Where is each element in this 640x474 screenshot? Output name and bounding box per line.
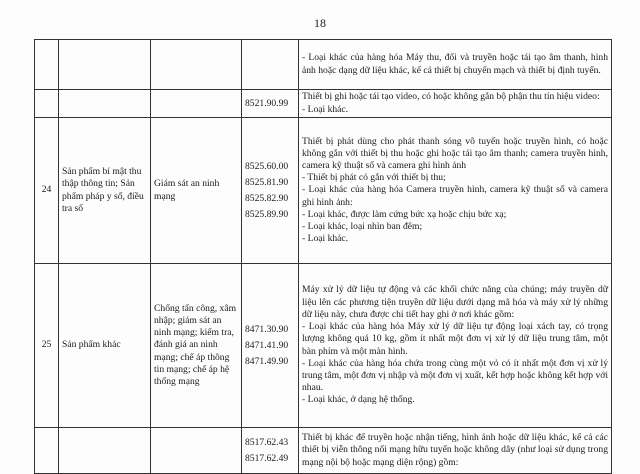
product-group-cell <box>59 90 151 118</box>
table-row <box>35 428 612 474</box>
function-cell: Chống tấn công, xâm nhập; giám sát an ninh mạng; kiểm tra, đánh giá an ninh mạng; chế áp thông tin mạng; chế áp hệ thống mạng <box>151 264 242 428</box>
description-line: - Loại khác, loại nhìn ban đêm; <box>302 221 423 232</box>
function-cell <box>151 428 242 474</box>
function-cell <box>151 40 242 90</box>
hs-code-cell <box>242 90 299 118</box>
hs-code: 8471.41.90 <box>245 339 289 351</box>
description-line: Thiết bị khác để truyền hoặc nhận tiếng, hình ảnh hoặc dữ liệu khác, kể cả các thiết bị viễn thông nối mạng hữu tuyến hoặc không dây (như loại sử dụng trong mạng nội bộ hoặc mạng diện rộng) gồm: <box>302 432 608 468</box>
description-cell <box>299 40 612 90</box>
product-group-cell <box>59 40 151 90</box>
description-cell <box>299 90 612 118</box>
table-row <box>35 118 612 264</box>
product-group-cell <box>59 428 151 474</box>
table-row <box>35 264 612 428</box>
description-line: - Loại khác của hàng hóa chứa trong cùng một vỏ có ít nhất một đơn vị xử lý trung tâm, một đơn vị nhập và một đơn vị xuất, kết hợp hoặc không kết hợp với nhau. <box>302 357 608 394</box>
description-line: - Loại khác. <box>302 103 349 115</box>
hs-code-cell <box>242 118 299 264</box>
hs-code: 8525.82.90 <box>245 192 289 204</box>
hs-code: 8525.81.90 <box>245 176 289 188</box>
hs-code: 8471.30.90 <box>245 323 289 335</box>
hs-code: 8521.90.99 <box>245 97 289 109</box>
page-number: 18 <box>314 16 326 30</box>
hs-code: 8525.60.00 <box>245 160 289 172</box>
function-cell: Giám sát an ninh mạng <box>151 118 242 264</box>
description-line: - Thiết bị phát có gắn với thiết bị thu; <box>302 172 446 184</box>
table-row <box>35 40 612 90</box>
product-group-cell: Sản phẩm bí mật thu thập thông tin; Sản phẩm pháp y số, điều tra số <box>59 118 151 264</box>
description-line: Thiết bị ghi hoặc tái tạo video, có hoặc không gắn bộ phận thu tín hiệu video: <box>302 91 600 103</box>
stt-cell <box>35 428 59 474</box>
hs-code: 8471.49.90 <box>245 355 289 367</box>
description-cell <box>299 428 612 474</box>
description-line: - Loại khác, ở dạng hệ thống. <box>302 394 415 406</box>
description-line: - Loại khác. <box>302 233 349 245</box>
description-line: - Loại khác của hàng hóa Máy thu, đổi và truyền hoặc tái tạo âm thanh, hình ảnh hoặc dạng dữ liệu khác, kể cả thiết bị chuyển mạch và thiết bị định tuyến. <box>302 52 608 76</box>
hs-code: 8517.62.43 <box>245 436 289 448</box>
hs-code-table <box>34 39 612 474</box>
function-cell <box>151 90 242 118</box>
product-group-cell: Sản phẩm khác <box>59 264 151 428</box>
description-line: Thiết bị phát dùng cho phát thanh sóng vô tuyến hoặc truyền hình, có hoặc không gắn với thiết bị thu hoặc ghi hoặc tái tạo âm thanh; camera truyền hình, camera kỹ thuật số và camera ghi hình ảnh <box>302 135 608 171</box>
description-line: Máy xử lý dữ liệu tự động và các khối chức năng của chúng; máy truyền dữ liệu lên các phương tiện truyền dữ liệu dưới dạng mã hóa và máy xử lý những dữ liệu này, chưa được chi tiết hay ghi ở nơi khác gồm: <box>302 284 608 320</box>
stt-cell <box>35 40 59 90</box>
description-line: - Loại khác, được làm cứng bức xạ hoặc chịu bức xạ; <box>302 208 507 220</box>
description-line: - Loại khác của hàng hóa Camera truyền hình, camera kỹ thuật số và camera ghi hình ảnh: <box>302 184 608 208</box>
stt-cell <box>35 90 59 118</box>
hs-code-cell <box>242 428 299 474</box>
hs-code-cell <box>242 264 299 428</box>
table-row <box>35 90 612 118</box>
description-cell <box>299 264 612 428</box>
stt-cell: 25 <box>35 264 59 428</box>
stt-cell: 24 <box>35 118 59 264</box>
hs-code-cell <box>242 40 299 90</box>
description-cell <box>299 118 612 264</box>
description-line: - Loại khác của hàng hóa Máy xử lý dữ liệu tự động loại xách tay, có trọng lượng không quá 10 kg, gồm ít nhất một đơn vị xử lý dữ liệu trung tâm, một bàn phím và một màn hình. <box>302 321 608 357</box>
hs-code: 8517.62.49 <box>245 452 289 464</box>
hs-code: 8525.89.90 <box>245 208 289 220</box>
